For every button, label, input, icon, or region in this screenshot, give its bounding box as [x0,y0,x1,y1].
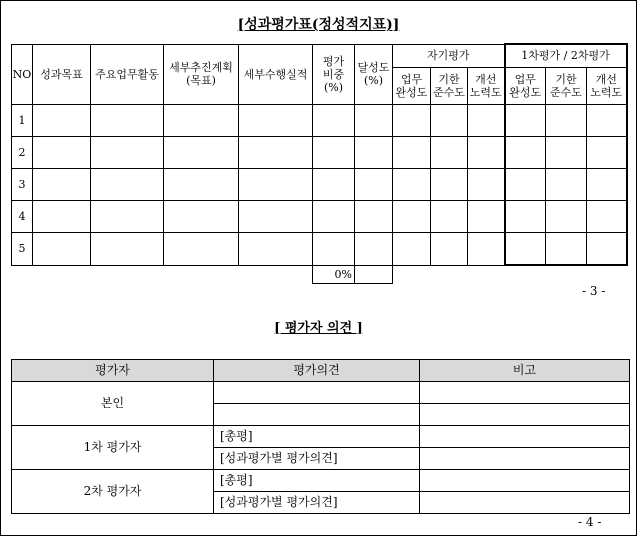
opinion-by-goal[interactable]: [성과평가별 평가의견] [214,448,420,470]
table-row [12,136,627,168]
header-self-eval: 자기평가 [393,44,505,67]
cell[interactable] [355,168,393,200]
row-number: 4 [12,200,33,232]
cell[interactable] [164,200,239,232]
cell[interactable] [587,104,627,136]
note-cell[interactable] [420,426,630,448]
cell[interactable] [33,168,91,200]
opinion-overall[interactable]: [총평] [214,426,420,448]
table-row [12,168,627,200]
cell[interactable] [313,200,355,232]
table-row [12,232,627,265]
cell[interactable] [468,200,505,232]
cell[interactable] [587,232,627,265]
cell[interactable] [164,104,239,136]
header-achievement: 달성도 (%) [355,44,393,104]
cell[interactable] [587,136,627,168]
cell[interactable] [355,104,393,136]
header-weight: 평가 비중 (%) [313,44,355,104]
opinion-overall[interactable]: [총평] [214,470,420,492]
self-deadline: 기한 준수도 [431,67,468,104]
cell[interactable] [431,136,468,168]
cell[interactable] [546,104,587,136]
evaluator-opinion-table [11,359,630,514]
cell[interactable] [355,200,393,232]
cell[interactable] [468,136,505,168]
cell[interactable] [91,136,164,168]
cell[interactable] [239,136,313,168]
cell[interactable] [239,104,313,136]
self-completion: 업무 완성도 [393,67,431,104]
note-cell[interactable] [420,492,630,514]
row-number: 2 [12,136,33,168]
row-number: 3 [12,168,33,200]
table-row [12,200,627,232]
achievement-total[interactable] [355,265,393,283]
weight-total: 0% [313,265,355,283]
spacer [12,265,313,283]
cell[interactable] [164,232,239,265]
cell[interactable] [546,136,587,168]
cell[interactable] [313,104,355,136]
page-number: - 4 - [578,515,602,529]
cell[interactable] [355,136,393,168]
page-number: - 3 - [582,284,606,298]
cell[interactable] [393,232,431,265]
cell[interactable] [164,136,239,168]
cell[interactable] [313,168,355,200]
cell[interactable] [546,200,587,232]
cell[interactable] [239,168,313,200]
header-note: 비고 [420,360,630,382]
cell[interactable] [91,200,164,232]
header-opinion: 평가의견 [214,360,420,382]
eval-improvement: 개선 노력도 [587,67,627,104]
spacer [393,265,627,283]
opinion-by-goal[interactable]: [성과평가별 평가의견] [214,492,420,514]
cell[interactable] [393,200,431,232]
cell[interactable] [393,136,431,168]
cell[interactable] [505,168,546,200]
row-number: 5 [12,232,33,265]
header-plan: 세부추진계획 (목표) [164,44,239,104]
section-title: [ 평가자 의견 ] [274,321,363,336]
cell[interactable] [393,104,431,136]
cell[interactable] [468,168,505,200]
note-cell[interactable] [420,404,630,426]
note-cell[interactable] [420,448,630,470]
cell[interactable] [33,104,91,136]
page-title: [성과평가표(정성적지표)] [237,17,400,33]
row-number: 1 [12,104,33,136]
cell[interactable] [505,136,546,168]
cell[interactable] [505,200,546,232]
cell[interactable] [33,200,91,232]
evaluator-second: 2차 평가자 [12,470,214,514]
opinion-cell[interactable] [214,382,420,404]
eval-completion: 업무 완성도 [505,67,546,104]
cell[interactable] [393,168,431,200]
header-no: NO [12,44,33,104]
cell[interactable] [505,232,546,265]
note-cell[interactable] [420,470,630,492]
cell[interactable] [505,104,546,136]
header-result: 세부수행실적 [239,44,313,104]
cell[interactable] [546,232,587,265]
cell[interactable] [355,232,393,265]
opinion-cell[interactable] [214,404,420,426]
cell[interactable] [164,168,239,200]
note-cell[interactable] [420,382,630,404]
cell[interactable] [33,232,91,265]
evaluation-table [11,43,628,284]
cell[interactable] [239,232,313,265]
cell[interactable] [587,168,627,200]
eval-deadline: 기한 준수도 [546,67,587,104]
cell[interactable] [91,232,164,265]
header-first-second-eval: 1차평가 / 2차평가 [505,44,627,67]
header-main-work: 주요업무활동 [91,44,164,104]
cell[interactable] [468,104,505,136]
table-row [12,104,627,136]
cell[interactable] [468,232,505,265]
header-evaluator: 평가자 [12,360,214,382]
cell[interactable] [313,232,355,265]
cell[interactable] [431,104,468,136]
cell[interactable] [33,136,91,168]
cell[interactable] [91,104,164,136]
evaluator-self: 본인 [12,382,214,426]
cell[interactable] [587,200,627,232]
cell[interactable] [546,168,587,200]
evaluator-first: 1차 평가자 [12,426,214,470]
cell[interactable] [431,168,468,200]
cell[interactable] [313,136,355,168]
header-goal: 성과목표 [33,44,91,104]
cell[interactable] [239,200,313,232]
cell[interactable] [431,232,468,265]
cell[interactable] [91,168,164,200]
cell[interactable] [431,200,468,232]
self-improvement: 개선 노력도 [468,67,505,104]
